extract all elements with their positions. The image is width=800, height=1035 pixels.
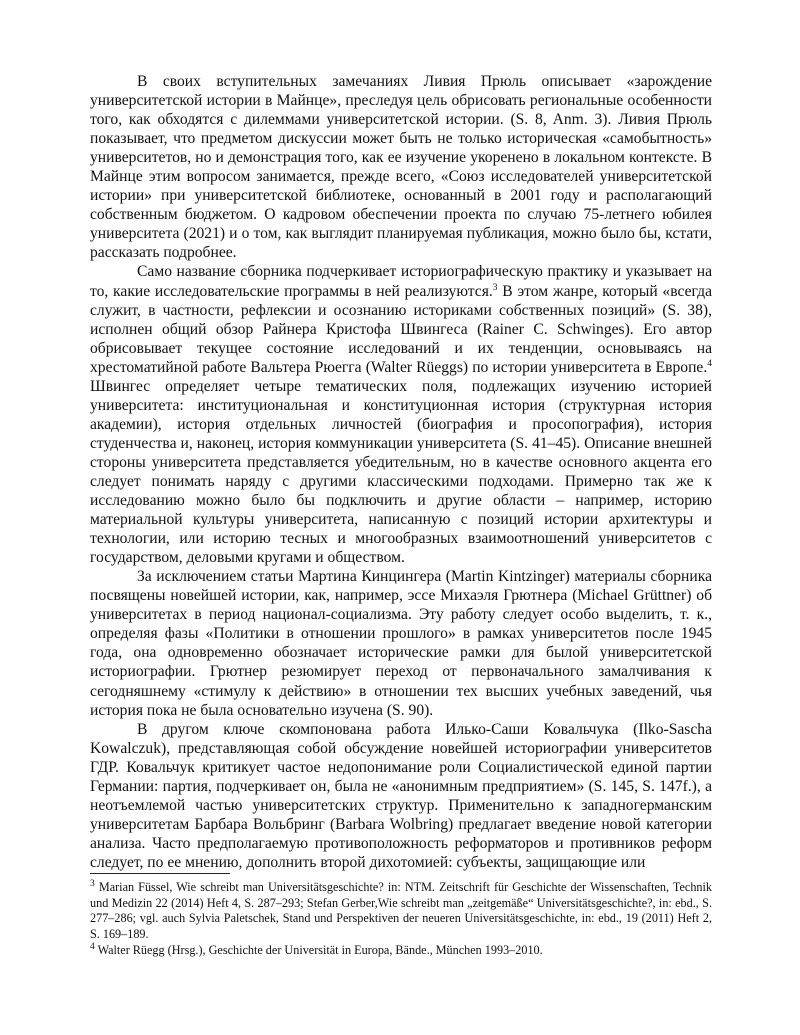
- footnote-ref-3[interactable]: 3: [492, 282, 498, 293]
- paragraph-2-text-c: Швингес определяет четыре тематических поля, подлежащих изучению историей университета: институциональная и конституционная история (структурная история академии), история отдельных личностей (биография и просопография), история студенчества и, наконец, история коммуникации университета (S. 41–45). Описание внешней стороны университета представляется убедительным, но в качестве основного акцента его следует понимать наряду с другими классическими подходами. Примерно так же к исследованию можно было бы подключить и другие области – например, историю материальной культуры университета, написанную с позиций истории архитектуры и технологии, или историю тесных и многообразных взаимоотношений университетов с государством, деловыми кругами и обществом.: [90, 377, 712, 567]
- paragraph-2-text-a: Само название сборника подчеркивает историографическую практику и указывает на то, какие исследовательские программы в ней реализуются.: [90, 263, 712, 300]
- footnote-separator: [90, 873, 230, 874]
- paragraph-1: [90, 72, 712, 262]
- footnote-3-mark: 3: [90, 878, 95, 889]
- paragraph-4-text: В другом ключе скомпонована работа Илько-Саши Ковальчука (Ilko-Sascha Kowalczuk), представляющая собой обсуждение новейшей историографии университетов ГДР. Ковальчук критикует частое недопонимание роли Социалистической единой партии Германии: партия, подчеркивает он, была не «анонимным предприятием» (S. 145, S. 147f.), а неотъемлемой частью университетских структур. Применительно к западногерманским университетам Барбара Вольбринг (Barbara Wolbring) предлагает введение новой категории анализа. Часто предполагаемую противоположность реформаторов и противников реформ следует, по ее мнению, дополнить второй дихотомией: субъекты, защищающие или: [90, 720, 712, 871]
- footnote-3: [90, 880, 712, 943]
- paragraph-4: [90, 720, 712, 872]
- paragraph-2-text-b: В этом жанре, который «всегда служит, в частности, рефлексии и осознанию историками собственных позиций» (S. 38), исполнен общий обзор Райнера Кристофа Швингеса (Rainer C. Schwinges). Его автор обрисовывает текущее состояние исследований и их тенденции, основываясь на хрестоматийной работе Вальтера Рюегга (Walter Rüeggs) по истории университета в Европе.: [90, 282, 712, 376]
- paragraph-3: [90, 567, 712, 719]
- paragraph-2: [90, 262, 712, 567]
- footnotes: [90, 880, 712, 959]
- paragraph-3-text: За исключением статьи Мартина Кинцингера (Martin Kintzinger) материалы сборника посвящены новейшей истории, как, например, эссе Михаэля Грютнера (Michael Grüttner) об университетах в период национал-социализма. Эту работу следует особо выделить, т. к., определяя фазы «Политики в отношении прошлого» в рамках университетов после 1945 года, она одновременно обозначает исторические рамки для былой университетской историографии. Грютнер резюмирует переход от первоначального замалчивания к сегодняшнему «стимулу к действию» в отношении тех высших учебных заведений, чья история пока не была основательно изучена (S. 90).: [90, 568, 712, 719]
- article-body: [90, 72, 712, 872]
- footnote-3-text: Marian Füssel, Wie schreibt man Universitätsgeschichte? in: NTM. Zeitschrift für Geschichte der Wissenschaften, Technik und Medizin 22 (2014) Heft 4, S. 287–293; Stefan Gerber,Wie schreibt man „zeitgemäße“ Universitätsgeschichte?, in: ebd., S. 277–286; vgl. auch Sylvia Paletschek, Stand und Perspektiven der neueren Universitätsgeschichte, in: ebd., 19 (2011) Heft 2, S. 169–189.: [90, 880, 713, 942]
- footnote-ref-4[interactable]: 4: [707, 358, 712, 369]
- footnote-4-text: Walter Rüegg (Hrsg.), Geschichte der Universität in Europa, Bände., München 1993–2010.: [97, 942, 543, 957]
- footnote-4: [90, 943, 712, 959]
- paragraph-1-text: В своих вступительных замечаниях Ливия Прюль описывает «зарождение университетской истории в Майнце», преследуя цель обрисовать региональные особенности того, как обходятся с дилеммами университетской истории. (S. 8, Anm. 3). Ливия Прюль показывает, что предметом дискуссии может быть не только историческая «самобытность» университетов, но и демонстрация того, как ее изучение укоренено в локальном контексте. В Майнце этим вопросом занимается, прежде всего, «Союз исследователей университетской истории» при университетской библиотеке, основанный в 2001 году и располагающий собственным бюджетом. О кадровом обеспечении проекта по случаю 75-летнего юбилея университета (2021) и о том, как выглядит планируемая публикация, можно было бы, кстати, рассказать подробнее.: [90, 73, 712, 262]
- footnote-4-mark: 4: [90, 941, 95, 952]
